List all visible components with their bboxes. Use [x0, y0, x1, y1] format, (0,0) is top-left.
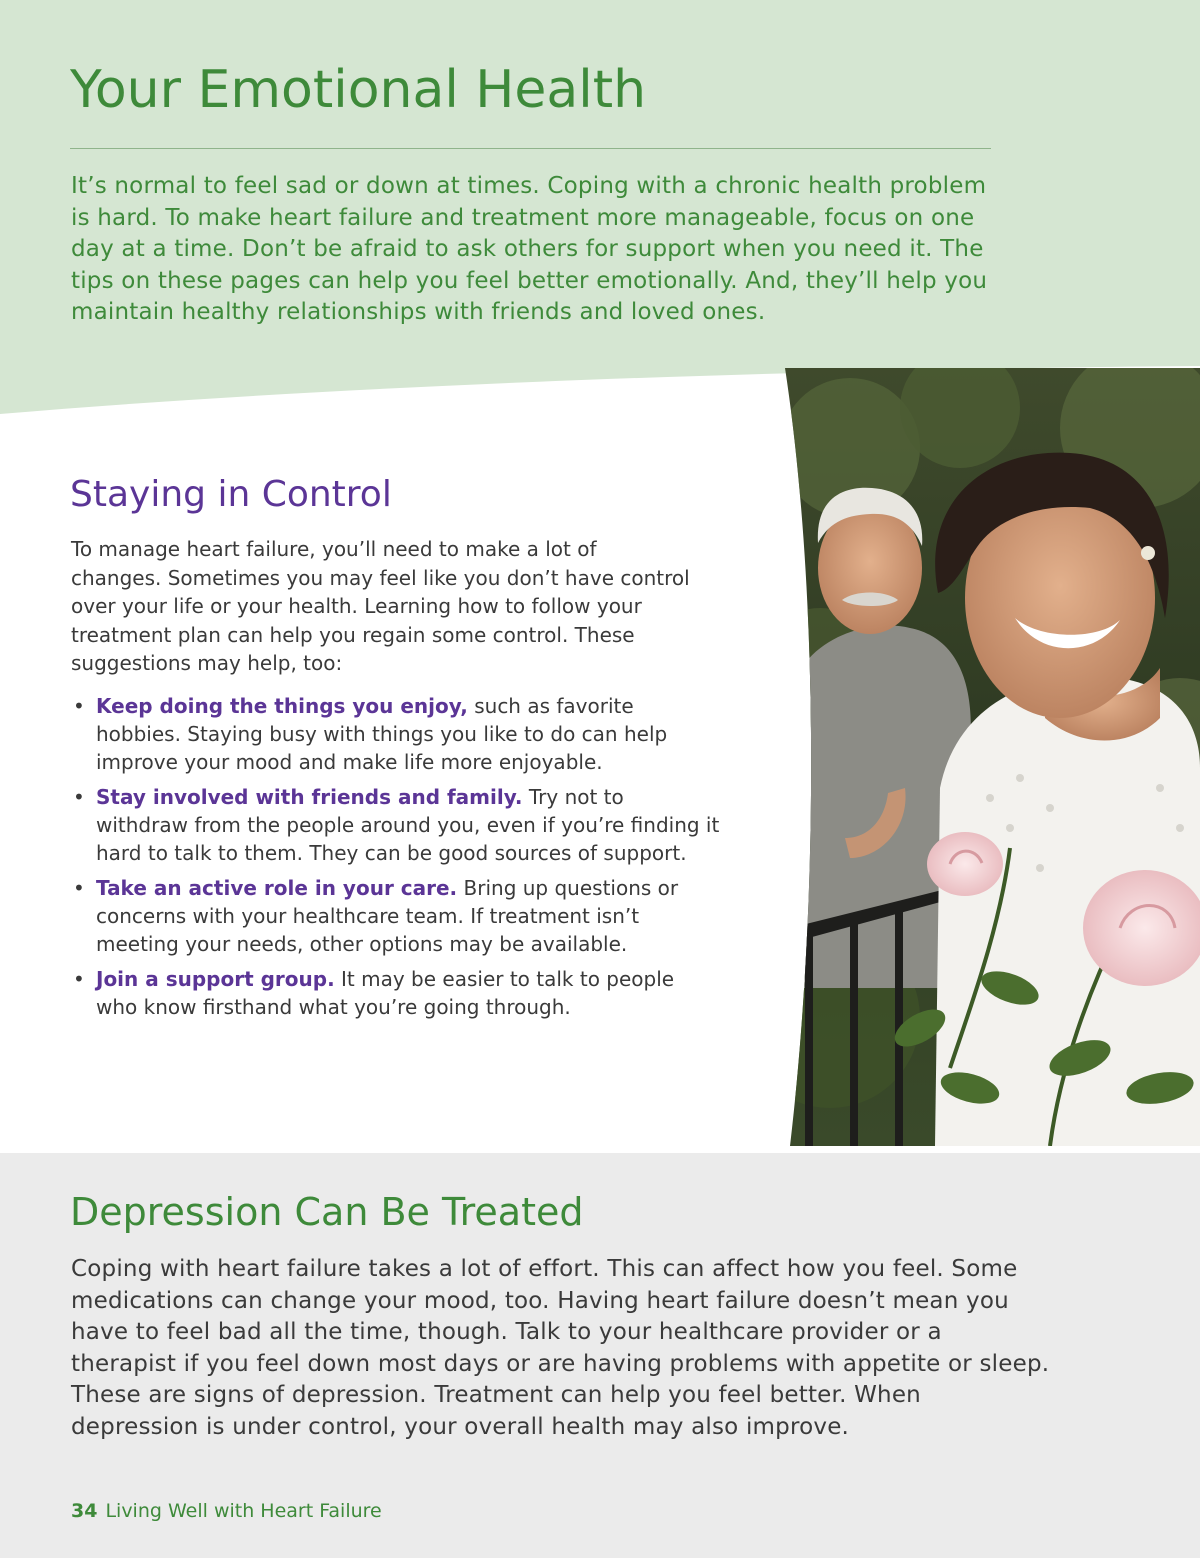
bullet-icon: • — [73, 694, 85, 718]
page-footer — [71, 1500, 382, 1522]
list-item — [71, 874, 721, 958]
tip-text: Bring up questions or concerns with your healthcare team. If treatment isn’t meeting your needs, other options may be available. — [96, 876, 679, 956]
tip-lead: Take an active role in your care. — [96, 876, 458, 900]
list-item — [71, 783, 721, 867]
depression-paragraph: Coping with heart failure takes a lot of effort. This can affect how you feel. Some medications can change your mood, too. Having heart failure doesn’t mean you have to feel bad all the time, though. Talk to your healthcare provider or a therapist if you feel down most days or are having problems with appetite or sleep. These are signs of depression. Treatment can help you feel better. When depression is under control, your overall health may also improve. — [71, 1256, 1050, 1440]
bullet-icon: • — [73, 876, 85, 900]
list-item — [71, 965, 721, 1021]
staying-in-control-heading: Staying in Control — [70, 474, 392, 515]
bullet-icon: • — [73, 967, 85, 991]
tip-text: Try not to withdraw from the people around you, even if you’re finding it hard to talk to them. They can be good sources of support. — [96, 785, 720, 865]
bullet-icon: • — [73, 785, 85, 809]
tip-lead: Stay involved with friends and family. — [96, 785, 523, 809]
tip-text: It may be easier to talk to people who know firsthand what you’re going through. — [96, 967, 675, 1019]
tip-text: such as favorite hobbies. Staying busy with things you like to do can help improve your mood and make life more enjoyable. — [96, 694, 668, 774]
intro-paragraph: It’s normal to feel sad or down at times. Coping with a chronic health problem is hard. To make heart failure and treatment more manageable, focus on one day at a time. Don’t be afraid to ask others for support when you need it. The tips on these pages can help you feel better emotionally. And, they’ll help you maintain healthy relationships with friends and loved ones. — [71, 173, 988, 325]
depression-heading: Depression Can Be Treated — [70, 1190, 584, 1234]
tips-list — [71, 692, 721, 1028]
book-title: Living Well with Heart Failure — [105, 1500, 382, 1522]
title-divider — [70, 148, 991, 149]
list-item — [71, 692, 721, 776]
tip-lead: Keep doing the things you enjoy, — [96, 694, 468, 718]
couple-photo — [760, 368, 1200, 1146]
tip-lead: Join a support group. — [96, 967, 335, 991]
page-title: Your Emotional Health — [70, 60, 647, 120]
page-number: 34 — [71, 1500, 98, 1522]
staying-in-control-intro: To manage heart failure, you’ll need to make a lot of changes. Sometimes you may feel like you don’t have control over your life or your health. Learning how to follow your treatment plan can help you regain some control. These suggestions may help, too: — [71, 537, 690, 675]
